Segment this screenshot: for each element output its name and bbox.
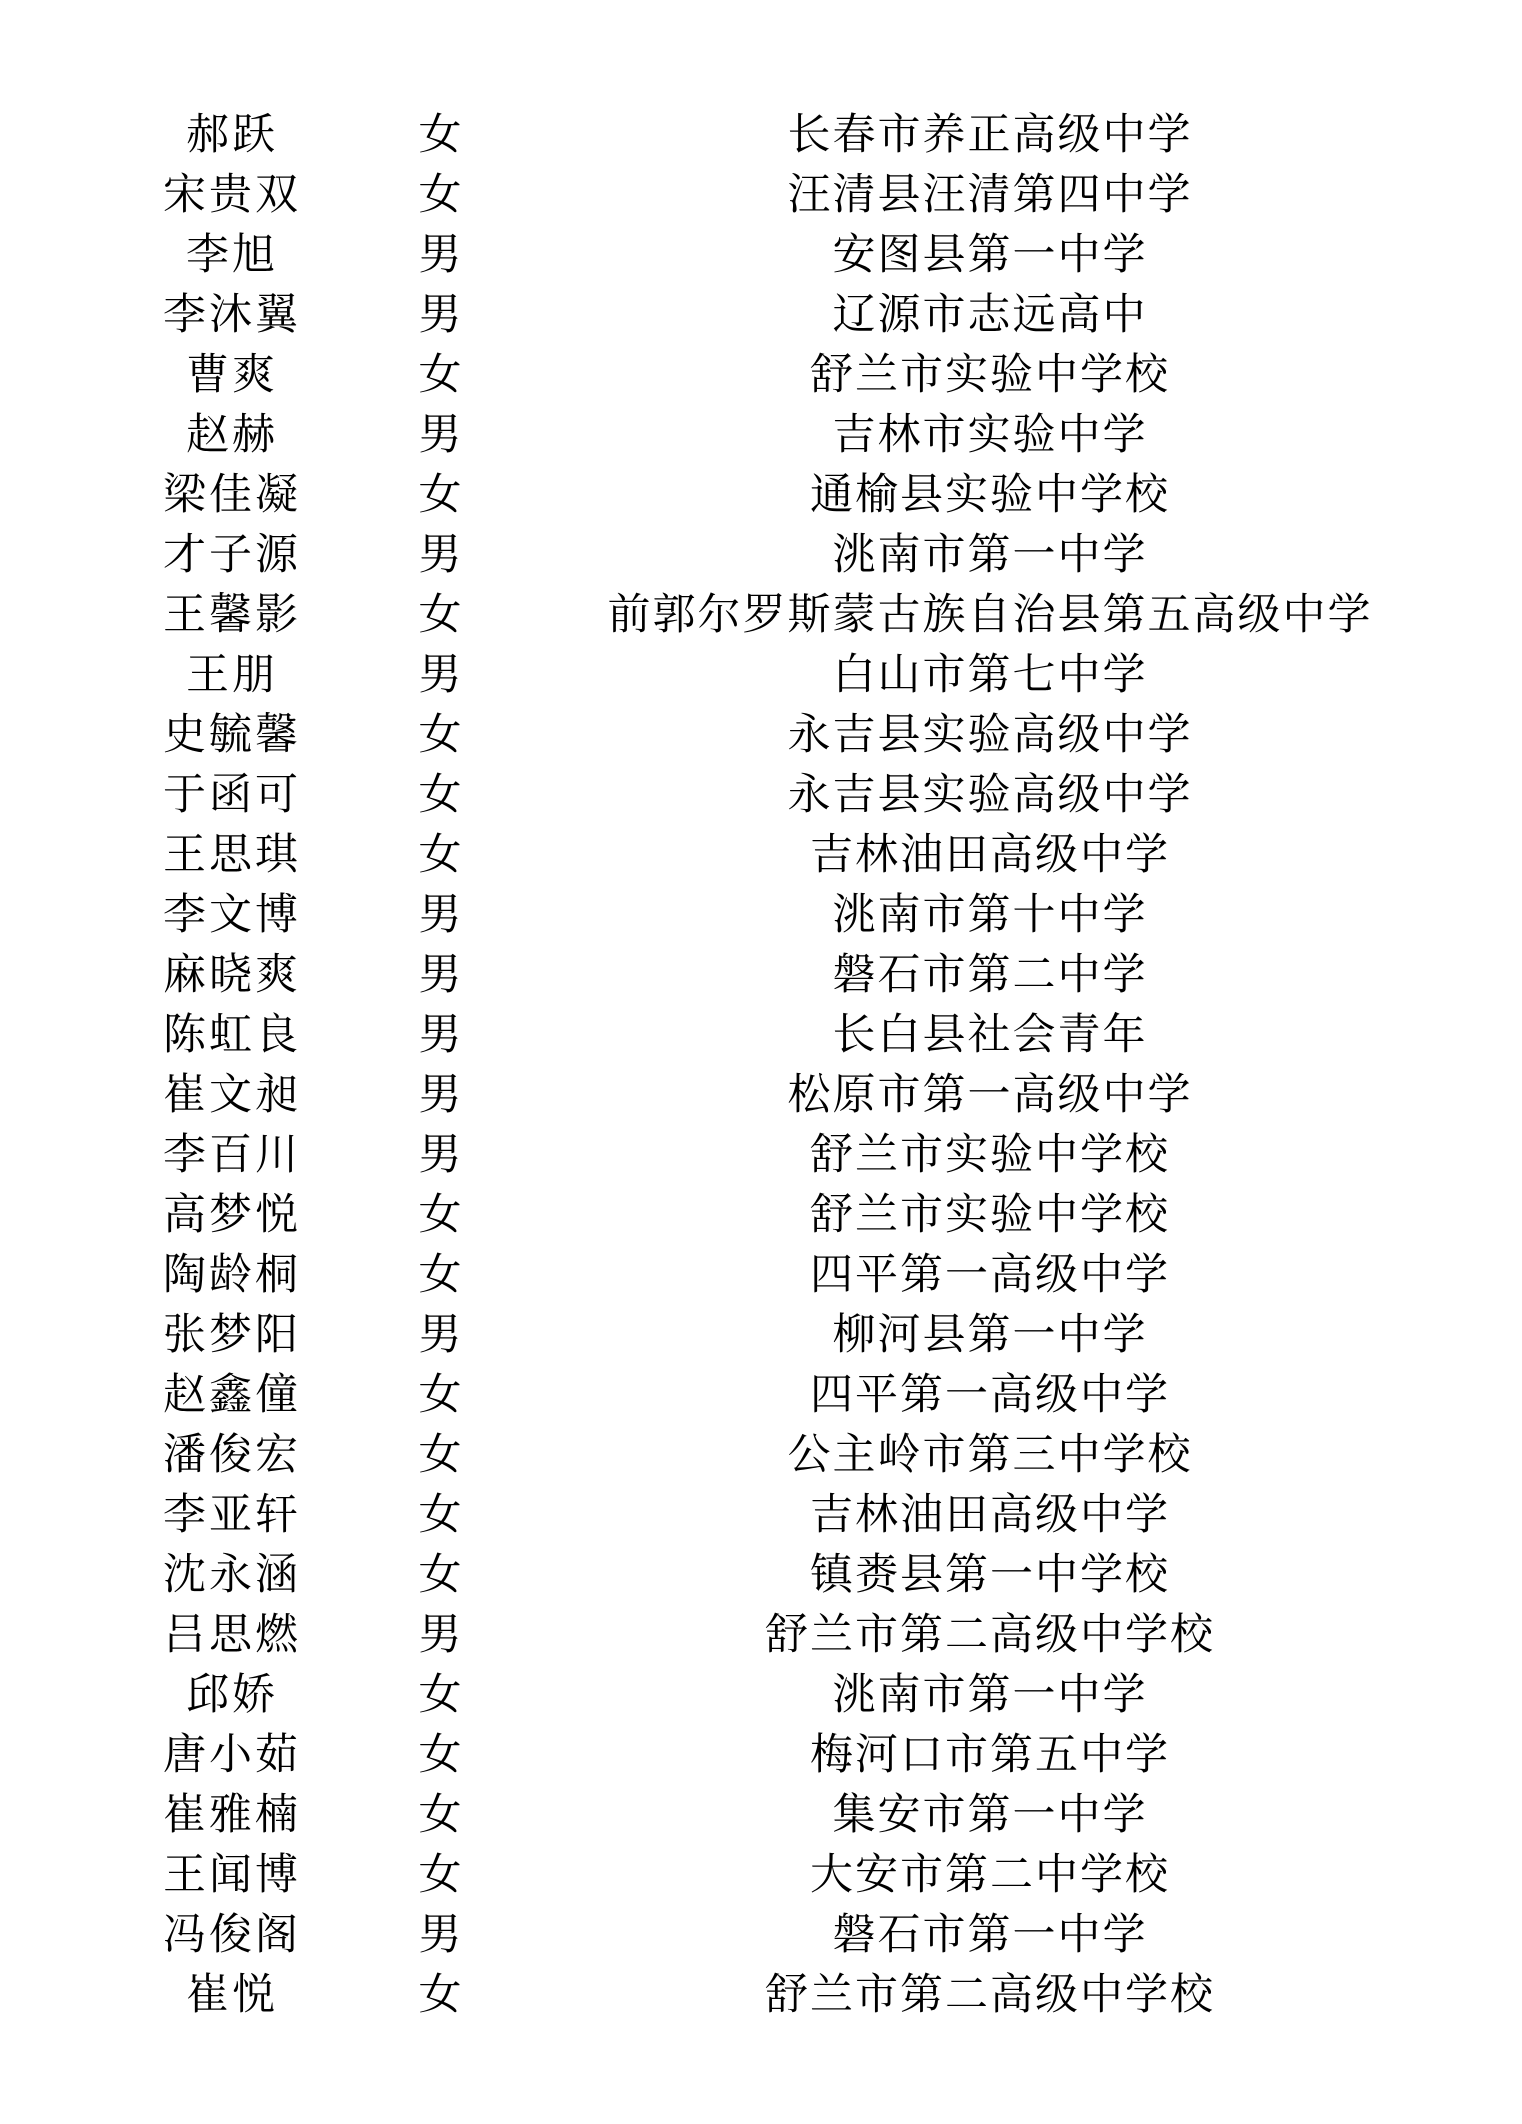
student-name: 宋贵双: [163, 170, 301, 220]
student-school: 辽源市志远高中: [832, 290, 1148, 340]
roster-row: [0, 1905, 1522, 1965]
student-name: 曹爽: [186, 350, 278, 400]
student-school: 白山市第七中学: [832, 650, 1148, 700]
student-name: 吕思燃: [163, 1610, 301, 1660]
student-school: 吉林油田高级中学: [810, 1490, 1170, 1540]
student-school: 磐石市第一中学: [832, 1910, 1148, 1960]
student-gender: 女: [418, 1370, 462, 1420]
student-school: 舒兰市第二高级中学校: [765, 1610, 1215, 1660]
roster-row: [0, 105, 1522, 165]
student-school: 集安市第一中学: [832, 1790, 1148, 1840]
student-gender: 女: [418, 1250, 462, 1300]
roster-row: [0, 705, 1522, 765]
student-school: 永吉县实验高级中学: [787, 770, 1193, 820]
student-name: 唐小茹: [163, 1730, 301, 1780]
roster-row: [0, 1185, 1522, 1245]
student-gender: 男: [418, 530, 462, 580]
student-name: 王闻博: [163, 1850, 301, 1900]
student-gender: 女: [418, 1490, 462, 1540]
student-school: 舒兰市实验中学校: [810, 350, 1170, 400]
student-school: 长白县社会青年: [832, 1010, 1148, 1060]
student-name: 张梦阳: [163, 1310, 301, 1360]
roster-row: [0, 885, 1522, 945]
student-name: 郝跃: [186, 110, 278, 160]
student-gender: 男: [418, 890, 462, 940]
student-name: 麻晓爽: [163, 950, 301, 1000]
student-name: 潘俊宏: [163, 1430, 301, 1480]
student-gender: 男: [418, 1310, 462, 1360]
student-school: 洮南市第一中学: [832, 530, 1148, 580]
student-school: 舒兰市第二高级中学校: [765, 1970, 1215, 2020]
student-name: 王思琪: [163, 830, 301, 880]
student-school: 洮南市第十中学: [832, 890, 1148, 940]
student-name: 于函可: [163, 770, 301, 820]
student-school: 洮南市第一中学: [832, 1670, 1148, 1720]
student-gender: 男: [418, 1070, 462, 1120]
student-gender: 男: [418, 230, 462, 280]
student-school: 吉林油田高级中学: [810, 830, 1170, 880]
roster-row: [0, 1125, 1522, 1185]
student-name: 陶龄桐: [163, 1250, 301, 1300]
student-name: 高梦悦: [163, 1190, 301, 1240]
student-name: 赵赫: [186, 410, 278, 460]
roster-row: [0, 1605, 1522, 1665]
student-name: 冯俊阁: [163, 1910, 301, 1960]
roster-row: [0, 1665, 1522, 1725]
student-name: 史毓馨: [163, 710, 301, 760]
student-gender: 女: [418, 470, 462, 520]
student-gender: 女: [418, 830, 462, 880]
student-name: 才子源: [163, 530, 301, 580]
roster-row: [0, 1305, 1522, 1365]
student-gender: 女: [418, 110, 462, 160]
student-school: 镇赉县第一中学校: [810, 1550, 1170, 1600]
roster-row: [0, 585, 1522, 645]
student-gender: 男: [418, 410, 462, 460]
student-name: 李沐翼: [163, 290, 301, 340]
student-name: 李百川: [163, 1130, 301, 1180]
student-gender: 女: [418, 710, 462, 760]
student-school: 松原市第一高级中学: [787, 1070, 1193, 1120]
student-name: 王馨影: [163, 590, 301, 640]
student-gender: 男: [418, 1610, 462, 1660]
student-school: 梅河口市第五中学: [810, 1730, 1170, 1780]
student-school: 汪清县汪清第四中学: [787, 170, 1193, 220]
student-school: 公主岭市第三中学校: [787, 1430, 1193, 1480]
roster-row: [0, 1065, 1522, 1125]
roster-row: [0, 405, 1522, 465]
student-gender: 女: [418, 170, 462, 220]
roster-row: [0, 345, 1522, 405]
roster-row: [0, 465, 1522, 525]
student-school: 前郭尔罗斯蒙古族自治县第五高级中学: [607, 590, 1373, 640]
student-school: 安图县第一中学: [832, 230, 1148, 280]
student-gender: 男: [418, 1910, 462, 1960]
student-name: 沈永涵: [163, 1550, 301, 1600]
student-school: 舒兰市实验中学校: [810, 1190, 1170, 1240]
student-gender: 女: [418, 590, 462, 640]
roster-row: [0, 765, 1522, 825]
student-school: 吉林市实验中学: [832, 410, 1148, 460]
student-gender: 女: [418, 1190, 462, 1240]
student-gender: 男: [418, 290, 462, 340]
roster-row: [0, 645, 1522, 705]
student-name: 崔悦: [186, 1970, 278, 2020]
student-school: 永吉县实验高级中学: [787, 710, 1193, 760]
student-name: 赵鑫僮: [163, 1370, 301, 1420]
roster-row: [0, 1005, 1522, 1065]
roster-row: [0, 225, 1522, 285]
student-school: 四平第一高级中学: [810, 1370, 1170, 1420]
student-name: 梁佳凝: [163, 470, 301, 520]
student-gender: 女: [418, 350, 462, 400]
student-name: 崔文昶: [163, 1070, 301, 1120]
student-name: 陈虹良: [163, 1010, 301, 1060]
roster-row: [0, 1545, 1522, 1605]
student-school: 舒兰市实验中学校: [810, 1130, 1170, 1180]
student-school: 大安市第二中学校: [810, 1850, 1170, 1900]
student-name: 王朋: [186, 650, 278, 700]
roster-row: [0, 1425, 1522, 1485]
student-gender: 女: [418, 770, 462, 820]
roster-row: [0, 825, 1522, 885]
roster-row: [0, 1845, 1522, 1905]
roster-row: [0, 1785, 1522, 1845]
student-gender: 女: [418, 1430, 462, 1480]
roster-row: [0, 525, 1522, 585]
student-name: 李旭: [186, 230, 278, 280]
student-name: 李文博: [163, 890, 301, 940]
student-gender: 女: [418, 1850, 462, 1900]
student-name: 邱娇: [186, 1670, 278, 1720]
student-school: 长春市养正高级中学: [787, 110, 1193, 160]
student-gender: 男: [418, 1010, 462, 1060]
student-gender: 女: [418, 1730, 462, 1780]
student-gender: 女: [418, 1550, 462, 1600]
student-roster: [0, 105, 1522, 2025]
roster-row: [0, 1485, 1522, 1545]
student-gender: 男: [418, 650, 462, 700]
student-gender: 女: [418, 1670, 462, 1720]
student-school: 柳河县第一中学: [832, 1310, 1148, 1360]
student-gender: 男: [418, 950, 462, 1000]
student-gender: 女: [418, 1790, 462, 1840]
student-name: 李亚轩: [163, 1490, 301, 1540]
roster-row: [0, 1365, 1522, 1425]
student-school: 磐石市第二中学: [832, 950, 1148, 1000]
roster-row: [0, 1245, 1522, 1305]
roster-row: [0, 1725, 1522, 1785]
roster-row: [0, 285, 1522, 345]
roster-row: [0, 165, 1522, 225]
roster-row: [0, 1965, 1522, 2025]
student-gender: 女: [418, 1970, 462, 2020]
student-gender: 男: [418, 1130, 462, 1180]
student-name: 崔雅楠: [163, 1790, 301, 1840]
roster-row: [0, 945, 1522, 1005]
student-school: 通榆县实验中学校: [810, 470, 1170, 520]
student-school: 四平第一高级中学: [810, 1250, 1170, 1300]
